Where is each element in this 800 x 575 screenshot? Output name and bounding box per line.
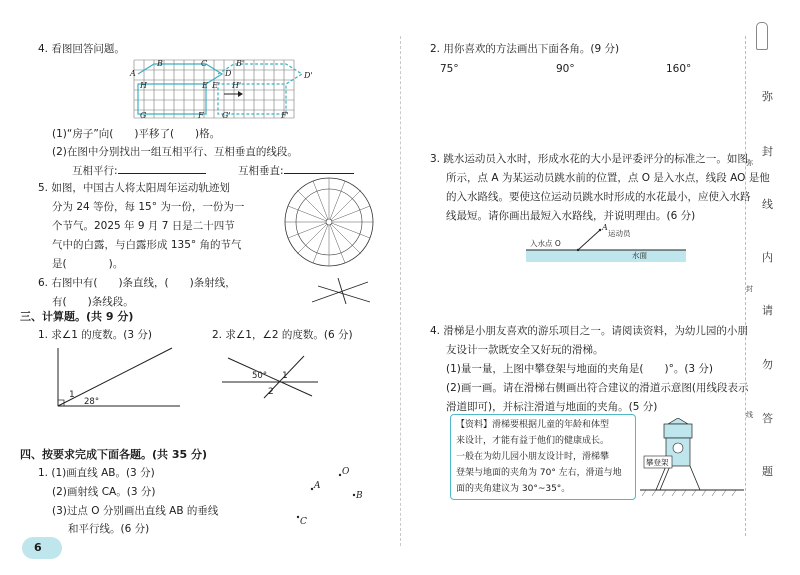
right-q2-title: 2. 用你喜欢的方法画出下面各角。(9 分) bbox=[430, 43, 620, 55]
page-number: 6 bbox=[34, 541, 42, 554]
label-H2: H' bbox=[232, 81, 242, 90]
column-divider bbox=[400, 36, 401, 546]
right-q3-line-3: 线最短。请你画出最短入水路线，并说明理由。(6 分) bbox=[446, 210, 696, 222]
sec4-q1c: (3)过点 O 分别画出直线 AB 的垂线 bbox=[52, 505, 219, 517]
q5-line-3: 气中的白露，与白露形成 135° 角的节气 bbox=[52, 239, 242, 251]
right-q4-line-2: (1)量一量，上图中攀登架与地面的夹角是( )°。(3 分) bbox=[446, 363, 714, 375]
info-line-3: 登架与地面的夹角为 70° 左右，滑道与地 bbox=[456, 468, 622, 478]
label-B2: B' bbox=[236, 59, 245, 68]
label-C: C bbox=[201, 59, 208, 68]
label-H: H bbox=[140, 81, 147, 90]
perpendicular-answer-line[interactable] bbox=[284, 173, 354, 174]
q6-line2: 有( )条线段。 bbox=[52, 296, 134, 308]
label-B: B bbox=[157, 59, 163, 68]
angle-75: 75° bbox=[440, 63, 459, 75]
sidebar-char-3: 内 bbox=[762, 251, 773, 264]
sec4-q1d: 和平行线。(6 分) bbox=[68, 523, 150, 535]
q6-line1: 6. 右图中有( )条直线，( )条射线， bbox=[38, 277, 236, 289]
solar-terms-wheel bbox=[283, 176, 375, 268]
section-4-title: 四、按要求完成下面各题。(共 35 分) bbox=[20, 448, 208, 461]
info-line-0: 【资料】滑梯要根据儿童的年龄和体型 bbox=[456, 420, 610, 430]
parallel-answer-line[interactable] bbox=[118, 173, 206, 174]
points-figure bbox=[290, 462, 370, 528]
info-line-1: 来设计，才能有益于他们的健康成长。 bbox=[456, 436, 610, 446]
angle-1-label: 1 bbox=[69, 390, 75, 400]
angle2-figure bbox=[220, 352, 320, 402]
sidebar-char-5: 勿 bbox=[762, 358, 773, 371]
sec3-q1: 1. 求∠1 的度数。(3 分) bbox=[38, 329, 152, 341]
climb-frame-label: 攀登架 bbox=[646, 458, 669, 467]
angle-label-2: 2 bbox=[268, 387, 274, 397]
sec4-q1: 1. (1)画直线 AB。(3 分) bbox=[38, 467, 155, 479]
dive-label-water: 水面 bbox=[632, 251, 647, 260]
label-F: F bbox=[198, 111, 204, 120]
right-q3-line-2: 的入水路线。要使这位运动员跳水时形成的水花最小，应使入水路 bbox=[446, 191, 751, 203]
angle-label-1: 1 bbox=[282, 371, 288, 381]
q5-line-0: 5. 如图，中国古人将太阳周年运动轨迹划 bbox=[38, 182, 230, 194]
label-D: D bbox=[225, 69, 232, 78]
label-D2: D' bbox=[304, 71, 313, 80]
sec4-q1b: (2)画射线 CA。(3 分) bbox=[52, 486, 156, 498]
label-G2: G' bbox=[222, 111, 231, 120]
right-q3-line-0: 3. 跳水运动员入水时，形成水花的大小是评委评分的标准之一。如图 bbox=[430, 153, 748, 165]
q4-title: 4. 看图回答问题。 bbox=[38, 43, 125, 55]
q5-line-4: 是( )。 bbox=[52, 258, 124, 270]
sec3-q2: 2. 求∠1，∠2 的度数。(6 分) bbox=[212, 329, 353, 341]
q4-perpendicular-label: 互相垂直: bbox=[238, 164, 354, 178]
angle1-figure bbox=[54, 342, 184, 412]
sidebar-char-6: 答 bbox=[762, 412, 773, 425]
point-O: O bbox=[342, 467, 350, 477]
right-q4-line-4: 滑道即可)，并标注滑道与地面的夹角。(5 分) bbox=[446, 401, 658, 413]
rocket-icon bbox=[756, 22, 768, 50]
right-q4-line-0: 4. 滑梯是小朋友喜欢的游乐项目之一。请阅读资料，为幼儿园的小朋 bbox=[430, 325, 748, 337]
point-A: A bbox=[314, 481, 321, 491]
label-F2: F' bbox=[281, 111, 289, 120]
sidebar-small-2: 线 bbox=[746, 411, 753, 419]
sidebar-char-4: 请 bbox=[762, 304, 773, 317]
dive-label-A: A bbox=[602, 223, 608, 232]
point-C: C bbox=[300, 517, 307, 527]
page-number-badge bbox=[22, 537, 62, 559]
section-3-title: 三、计算题。(共 9 分) bbox=[20, 310, 134, 323]
sidebar-char-1: 封 bbox=[762, 145, 773, 158]
angle-90: 90° bbox=[556, 63, 575, 75]
sidebar-char-0: 弥 bbox=[762, 90, 773, 103]
info-line-2: 一般在为幼儿园小朋友设计时，滑梯攀 bbox=[456, 452, 610, 462]
info-line-4: 面的夹角建议为 30°~35°。 bbox=[456, 484, 571, 494]
label-E2: E' bbox=[212, 81, 221, 90]
right-q4-line-1: 友设计一款既安全又好玩的滑梯。 bbox=[446, 344, 604, 356]
lines-figure bbox=[310, 276, 372, 306]
right-q4-line-3: (2)画一画。请在滑梯右侧画出符合建议的滑道示意图(用线段表示 bbox=[446, 382, 749, 394]
angle-160: 160° bbox=[666, 63, 692, 75]
dive-label-athlete: 运动员 bbox=[608, 229, 631, 238]
q5-line-1: 分为 24 等份，每 15° 为一份，一份为一 bbox=[52, 201, 245, 213]
label-E: E bbox=[202, 81, 208, 90]
q4-parallel-label: 互相平行: bbox=[72, 164, 206, 178]
sidebar-char-2: 线 bbox=[762, 198, 773, 211]
q4-sub1: (1)“房子”向( )平移了( )格。 bbox=[52, 128, 221, 140]
slide-figure bbox=[640, 418, 746, 500]
sidebar-small-0: 弥 bbox=[746, 159, 753, 167]
label-G: G bbox=[140, 111, 147, 120]
label-A: A bbox=[130, 69, 136, 78]
angle-50-label: 50° bbox=[252, 371, 268, 381]
point-B: B bbox=[356, 491, 363, 501]
sidebar-small-1: 封 bbox=[746, 285, 753, 293]
sidebar-char-7: 题 bbox=[762, 465, 773, 478]
diving-figure bbox=[524, 222, 704, 268]
dive-label-entry: 入水点 O bbox=[530, 239, 561, 248]
q5-line-2: 个节气。2025 年 9 月 7 日是二十四节 bbox=[52, 220, 235, 232]
angle-28-label: 28° bbox=[84, 397, 100, 407]
q4-sub2: (2)在图中分别找出一组互相平行、互相垂直的线段。 bbox=[52, 146, 298, 158]
right-q3-line-1: 所示，点 A 为某运动员跳水前的位置，点 O 是入水点，线段 AO 是他 bbox=[446, 172, 770, 184]
house-grid-figure bbox=[126, 56, 326, 122]
